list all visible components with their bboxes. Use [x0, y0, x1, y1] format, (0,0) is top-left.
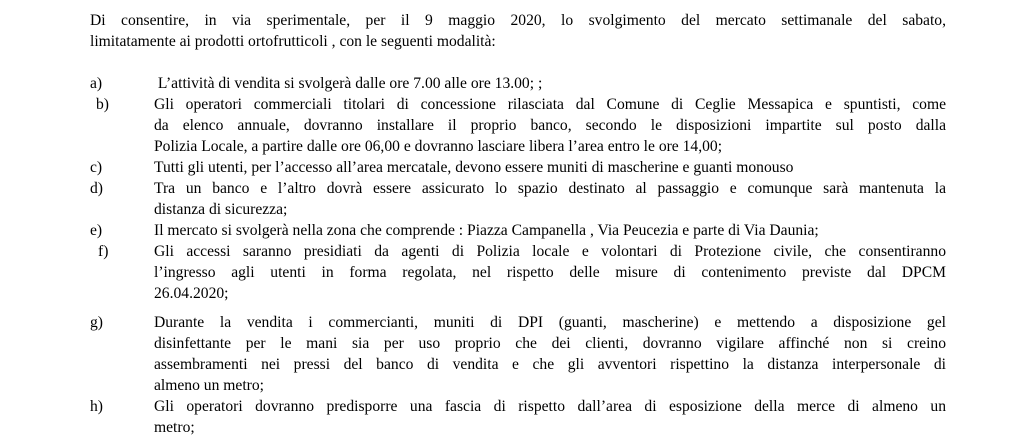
- text-line: l’ingresso agli utenti in forma regolata, nel rispetto delle misure di contenimento previste dal DPCM: [154, 264, 946, 281]
- modalities-list: [90, 73, 946, 438]
- list-item-text: [154, 157, 946, 178]
- text-line: distanza di sicurezza;: [154, 201, 288, 218]
- text-line: Polizia Locale, a partire dalle ore 06,00 e dovranno lasciare libera l’area entro le ore 14,00;: [154, 138, 723, 155]
- list-marker: h): [90, 398, 103, 415]
- text-line: metro;: [154, 419, 195, 436]
- intro-paragraph: [90, 10, 946, 52]
- text-line: da elenco annuale, dovranno installare il proprio banco, secondo le disposizioni impartite sul posto dalla: [154, 117, 946, 134]
- text-line: Il mercato si svolgerà nella zona che comprende : Piazza Campanella , Via Peucezia e parte di Via Daunia;: [154, 222, 819, 239]
- intro-line: Di consentire, in via sperimentale, per il 9 maggio 2020, lo svolgimento del mercato settimanale del sabato,: [90, 12, 946, 29]
- list-marker: a): [90, 75, 103, 92]
- text-line: disinfettante per le mani sia per uso proprio che dei clienti, dovranno vigilare affinché non si creino: [154, 335, 946, 352]
- text-line: Tra un banco e l’altro dovrà essere assicurato lo spazio destinato al passaggio e comunque sarà mantenuta la: [154, 180, 946, 197]
- list-item-d: [90, 178, 946, 220]
- intro-line: limitatamente ai prodotti ortofrutticoli , con le seguenti modalità:: [90, 33, 496, 50]
- list-item-text: [154, 312, 946, 396]
- text-line: Tutti gli utenti, per l’accesso all’area mercatale, devono essere muniti di mascherine e guanti monouso: [154, 159, 794, 176]
- list-item-g: [90, 312, 946, 396]
- text-line: Gli operatori dovranno predisporre una fascia di rispetto dall’area di esposizione della merce di almeno un: [154, 398, 946, 415]
- list-item-a: [90, 73, 946, 94]
- list-marker: f): [98, 243, 109, 260]
- list-marker: c): [90, 159, 103, 176]
- list-marker: d): [90, 180, 103, 197]
- list-item-text: [154, 73, 946, 94]
- list-item-text: [154, 178, 946, 220]
- list-item-f: [90, 241, 946, 304]
- list-marker: e): [90, 222, 103, 239]
- list-item-text: [154, 241, 946, 304]
- text-line: L’attività di vendita si svolgerà dalle ore 7.00 alle ore 13.00; ;: [154, 75, 543, 92]
- list-item-text: [154, 220, 946, 241]
- list-item-text: [154, 94, 946, 157]
- list-item-b: [90, 94, 946, 157]
- text-line: Durante la vendita i commercianti, muniti di DPI (guanti, mascherine) e mettendo a disposizione gel: [154, 314, 946, 331]
- text-line: assembramenti nei pressi del banco di vendita e che gli avventori rispettino la distanza interpersonale di: [154, 356, 946, 373]
- text-line: Gli accessi saranno presidiati da agenti di Polizia locale e volontari di Protezione civile, che consentiranno: [154, 243, 946, 260]
- list-item-e: [90, 220, 946, 241]
- list-marker: g): [90, 314, 103, 331]
- text-line: Gli operatori commerciali titolari di concessione rilasciata dal Comune di Ceglie Messapica e spuntisti, come: [154, 96, 946, 113]
- document-page: [90, 10, 946, 438]
- list-marker: b): [96, 96, 109, 113]
- text-line: almeno un metro;: [154, 377, 264, 394]
- text-line: 26.04.2020;: [154, 285, 229, 302]
- list-item-c: [90, 157, 946, 178]
- list-item-h: [90, 396, 946, 438]
- list-item-text: [154, 396, 946, 438]
